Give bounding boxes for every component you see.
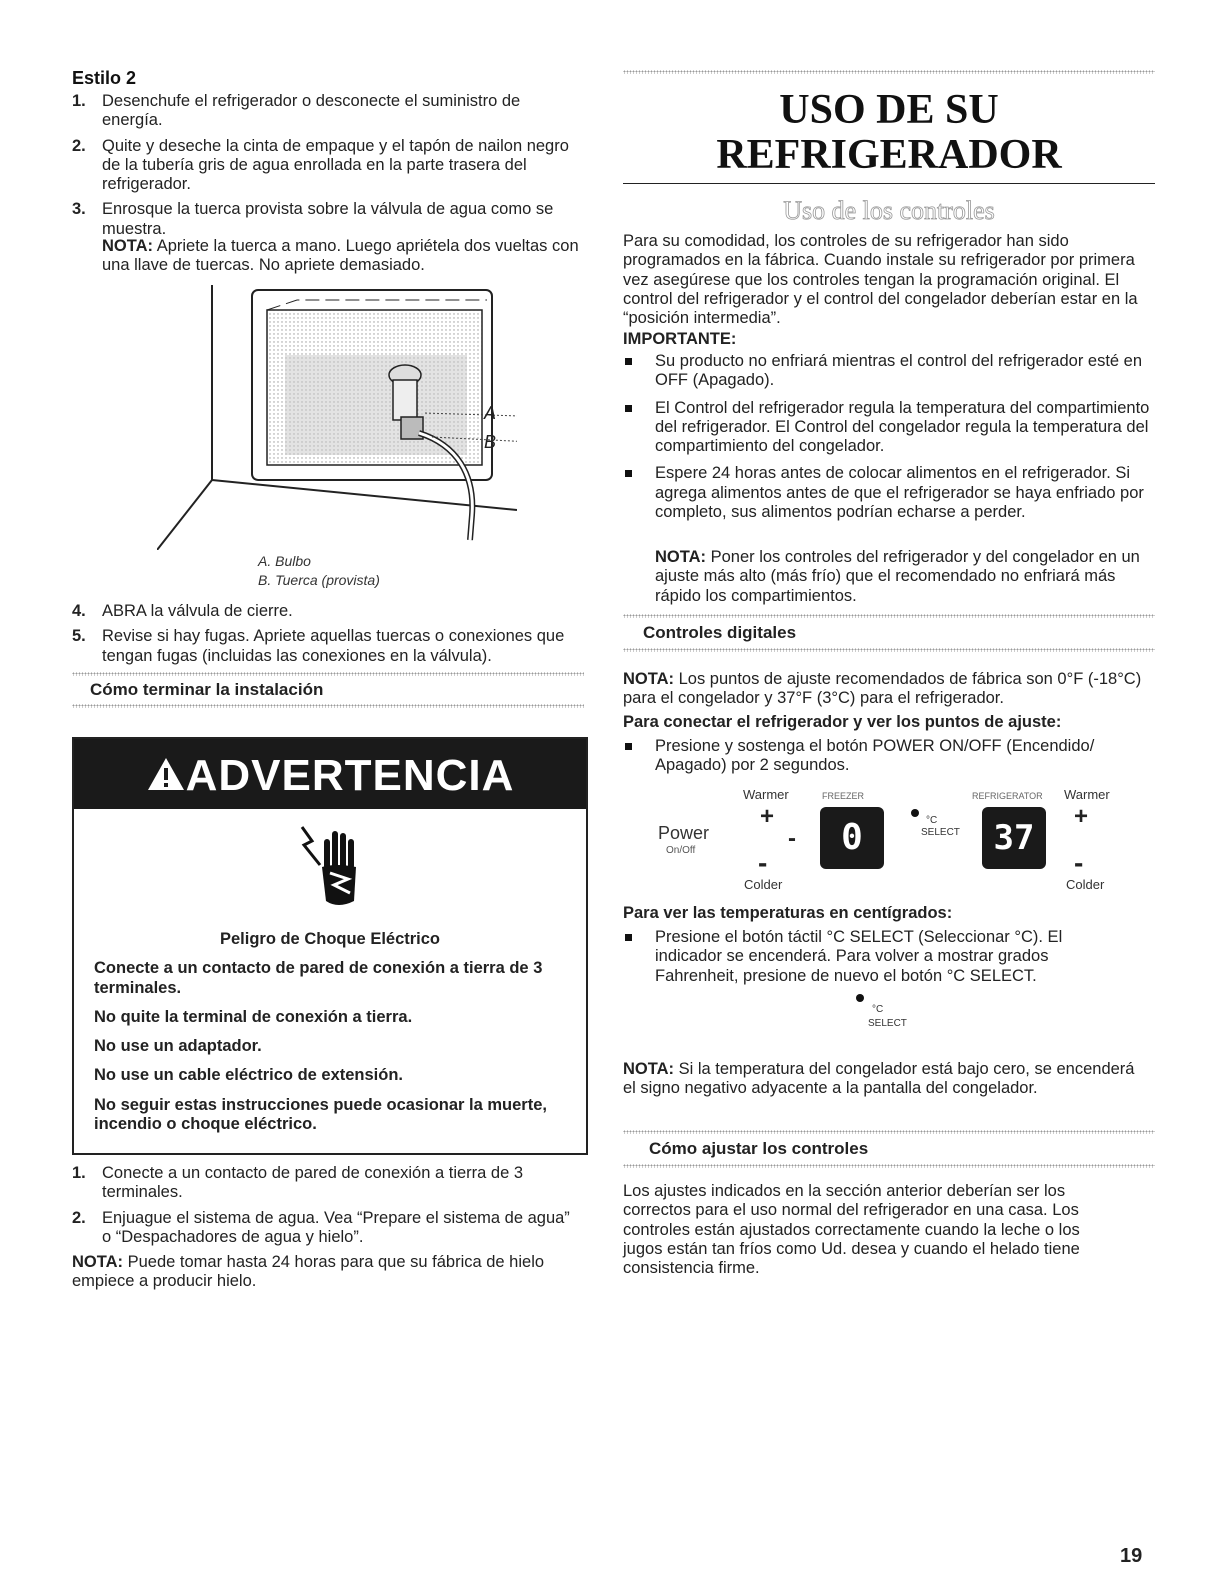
warning-triangle-icon (146, 745, 186, 811)
connect-heading: Para conectar el refrigerador y ver los puntos de ajuste: (623, 713, 1062, 731)
warning-line: No use un cable eléctrico de extensión. (94, 1066, 404, 1085)
fridge-warmer-button[interactable]: + (1074, 803, 1089, 830)
steps-list-1 (72, 92, 582, 241)
important-bullets (623, 352, 1153, 530)
freezer-negative-sign: - (788, 825, 796, 852)
steps-list-3 (72, 1164, 582, 1253)
section-digital-controls: Controles digitales (623, 614, 1155, 652)
list-item: Presione el botón táctil °C SELECT (Seleccionar °C). El indicador se encenderá. Para volver a mostrar grados Fahrenheit, presione de nuevo el botón °C SELECT. (623, 928, 1123, 986)
page-title: USO DE SU REFRIGERADOR (716, 87, 1062, 179)
onoff-label: On/Off (666, 845, 696, 856)
freezer-colder-button[interactable]: - (758, 847, 768, 878)
importante-label: IMPORTANTE: (623, 330, 737, 348)
celsius-bullets (623, 928, 1123, 994)
electric-shock-icon (296, 821, 368, 911)
top-rule (623, 70, 1155, 74)
refrigerator-display: 37 (982, 807, 1046, 869)
power-button[interactable]: Power (658, 823, 710, 843)
fridge-colder-button[interactable]: - (1074, 847, 1084, 878)
warning-line: No use un adaptador. (94, 1037, 262, 1056)
list-item: 2. Enjuague el sistema de agua. Vea “Prepare el sistema de agua” o “Despachadores de agua y hielo”. (72, 1208, 570, 1246)
intro-text: Para su comodidad, los controles de su refrigerador han sido programados en la fábrica. Cuando instale su refrigerador por primera vez asegúrese que los controles tengan la programación original. El control del refrigerador y el control del congelador deberían estar en la “posición intermedia”. (623, 232, 1138, 328)
nota-3: NOTA: Poner los controles del refrigerador y del congelador en un ajuste más alto (más frío) que el recomendado no enfriará más rápido los compartimientos. (655, 548, 1140, 605)
nota-4: NOTA: Los puntos de ajuste recomendados de fábrica son 0°F (-18°C) para el congelador y 37°F (3°C) para el refrigerador. (623, 670, 1142, 708)
nota-2: NOTA: Puede tomar hasta 24 horas para que su fábrica de hielo empiece a producir hielo. (72, 1253, 545, 1291)
warning-line: Conecte a un contacto de pared de conexión a tierra de 3 terminales. (94, 959, 543, 997)
celsius-select-icon[interactable]: °C SELECT (852, 994, 922, 1044)
steps-list-2 (72, 602, 582, 672)
list-item: 1. Desenchufe el refrigerador o desconecte el suministro de energía. (72, 92, 521, 130)
celsius-label: °C (926, 815, 938, 826)
style-heading: Estilo 2 (72, 68, 137, 88)
nota-1: NOTA: Apriete la tuerca a mano. Luego apriétela dos vueltas con una llave de tuercas. No apriete demasiado. (102, 237, 579, 275)
freezer-colder-label: Colder (744, 877, 783, 892)
section-finish-install: Cómo terminar la instalación (72, 672, 584, 708)
connect-bullets (623, 737, 1123, 784)
warning-box (72, 737, 588, 1155)
nota-5: NOTA: Si la temperatura del congelador está bajo cero, se encenderá el signo negativo adyacente a la pantalla del congelador. (623, 1060, 1135, 1098)
freezer-display: 0 (820, 807, 884, 869)
fridge-colder-label: Colder (1066, 877, 1105, 892)
list-item: 4. ABRA la válvula de cierre. (72, 602, 293, 620)
warning-subtitle: Peligro de Choque Eléctrico (219, 930, 441, 948)
list-item: 1. Conecte a un contacto de pared de conexión a tierra de 3 terminales. (72, 1164, 524, 1202)
page-number: 19 (1120, 1545, 1143, 1567)
section-adjust-controls: Cómo ajustar los controles (623, 1130, 1155, 1168)
list-item: 2. Quite y deseche la cinta de empaque y el tapón de nailon negro de la tubería gris de agua enrollada en la parte trasera del refrigerador. (72, 136, 569, 194)
list-item: Espere 24 horas antes de colocar alimentos en el refrigerador. Si agrega alimentos antes de que el refrigerador se haya enfriado por completo, sus alimentos podrían echarse a perder. (623, 464, 1153, 522)
list-item: 5. Revise si hay fugas. Apriete aquellas tuercas o conexiones que tengan fugas (incluidas las conexiones en la válvula). (72, 627, 565, 665)
fridge-warmer-label: Warmer (1064, 787, 1110, 802)
list-item: El Control del refrigerador regula la temperatura del compartimiento del refrigerador. El Control del congelador regula la temperatura del compartimiento del congelador. (623, 399, 1153, 457)
list-item: Presione y sostenga el botón POWER ON/OFF (Encendido/ Apagado) por 2 segundos. (623, 737, 1123, 776)
celsius-heading: Para ver las temperaturas en centígrados: (623, 904, 953, 922)
water-valve-diagram (157, 285, 517, 550)
diagram-caption: A. Bulbo B. Tuerca (provista) (258, 553, 380, 588)
title-rule (623, 183, 1155, 184)
diagram-label-b: B (484, 432, 497, 452)
refrigerator-label: REFRIGERATOR (972, 791, 1043, 801)
freezer-warmer-button[interactable]: + (760, 803, 775, 830)
warning-line: No quite la terminal de conexión a tierra. (94, 1007, 413, 1026)
subtitle: Uso de los controles (783, 196, 995, 225)
celsius-indicator-light (911, 809, 919, 817)
diagram-label-a: A (484, 403, 497, 423)
list-item: 3. Enrosque la tuerca provista sobre la válvula de agua como se muestra. (72, 200, 554, 238)
list-item: Su producto no enfriará mientras el control del refrigerador esté en OFF (Apagado). (623, 352, 1153, 391)
warning-title: ADVERTENCIA (74, 743, 586, 813)
control-panel (640, 785, 1120, 895)
celsius-select-button[interactable]: SELECT (921, 827, 960, 838)
warning-line: No seguir estas instrucciones puede ocasionar la muerte, incendio o choque eléctrico. (94, 1095, 547, 1134)
freezer-label: FREEZER (822, 791, 865, 801)
adjust-text: Los ajustes indicados en la sección anterior deberían ser los correctos para el uso normal del refrigerador en una casa. Los controles están ajustados correctamente cuando la leche o los jugos están tan fríos como Ud. desea y cuando el helado tiene consistencia firme. (623, 1182, 1080, 1278)
freezer-warmer-label: Warmer (743, 787, 789, 802)
